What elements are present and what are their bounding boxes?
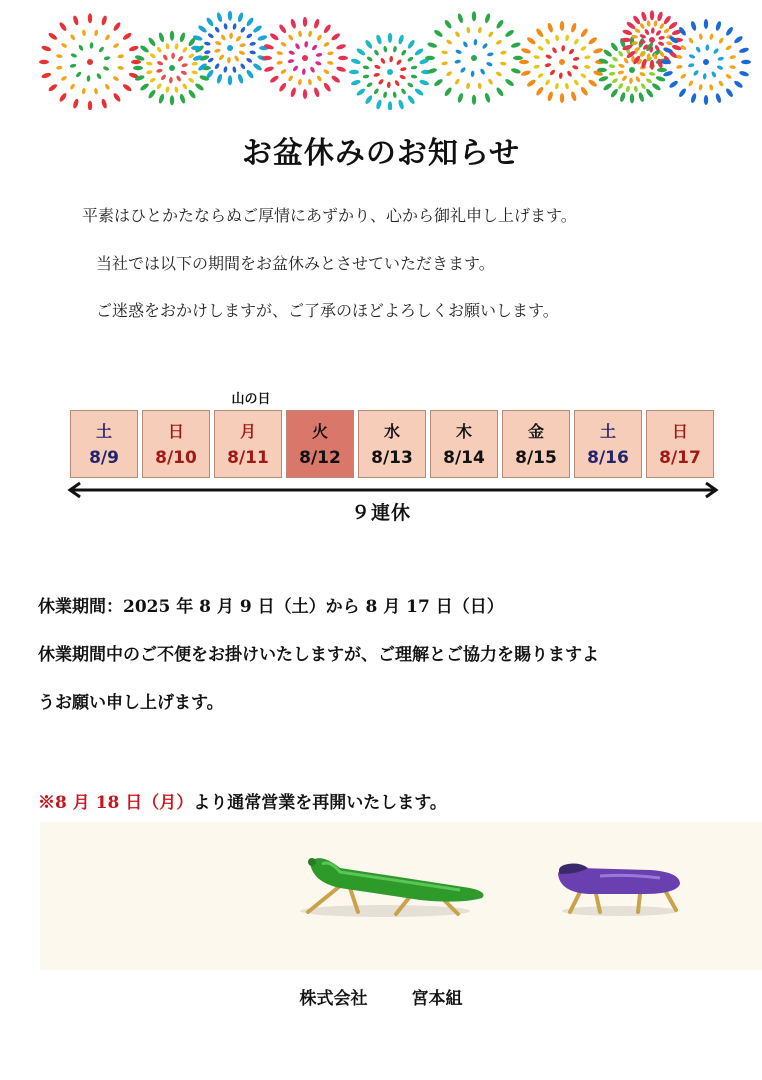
calendar-day [430, 410, 498, 478]
calendar-day-highlighted [286, 410, 354, 478]
apology-line-1: 休業期間中のご不便をお掛けいたしますが、ご理解とご協力を賜りますよ [38, 645, 599, 665]
apology-line-2: うお願い申し上げます。 [38, 693, 224, 713]
day-of-week: 火 [311, 422, 328, 441]
day-date: 8/12 [299, 448, 341, 468]
day-of-week: 水 [383, 422, 400, 441]
calendar-day [70, 410, 138, 478]
day-date: 8/14 [443, 448, 485, 468]
calendar-day [142, 410, 210, 478]
day-of-week: 土 [95, 422, 112, 441]
consecutive-holiday-label: ９連休 [350, 502, 411, 524]
company-signature [0, 984, 762, 1009]
cucumber-horse-and-eggplant-cow-icon [40, 822, 762, 970]
calendar [70, 410, 716, 480]
calendar-day [502, 410, 570, 478]
day-date: 8/17 [659, 448, 701, 468]
calendar-day [358, 410, 426, 478]
greeting-line-2: 当社では以下の期間をお盆休みとさせていただきます。 [96, 254, 495, 273]
day-of-week: 月 [239, 422, 256, 441]
day-date: 8/11 [227, 448, 269, 468]
closure-period: 休業期間：2025 年 8 月 9 日（土）から 8 月 17 日（日） [38, 597, 504, 617]
resume-notice [38, 788, 447, 813]
greeting-line-1: 平素はひとかたならぬご厚情にあずかり、心から御礼申し上げます。 [82, 206, 577, 225]
holiday-label: 山の日 [231, 392, 271, 407]
calendar-day [214, 410, 282, 478]
resume-text: より通常営業を再開いたします。 [193, 793, 447, 813]
day-date: 8/16 [587, 448, 629, 468]
day-of-week: 日 [167, 422, 184, 441]
company-name: 宮本組 [411, 989, 463, 1009]
greeting-line-3: ご迷惑をおかけしますが、ご了承のほどよろしくお願いします。 [96, 301, 559, 320]
day-date: 8/9 [89, 448, 119, 468]
day-date: 8/13 [371, 448, 413, 468]
day-of-week: 木 [455, 422, 472, 441]
day-of-week: 土 [599, 422, 616, 441]
day-date: 8/10 [155, 448, 197, 468]
company-type: 株式会社 [299, 989, 368, 1009]
obon-illustration [40, 822, 762, 970]
resume-date: ※8 月 18 日（月） [38, 793, 194, 813]
page-title: お盆休みのお知らせ [241, 136, 521, 171]
calendar-day [646, 410, 714, 478]
calendar-day [574, 410, 642, 478]
fireworks-banner-icon [0, 0, 762, 110]
day-date: 8/15 [515, 448, 557, 468]
double-arrow-icon [66, 480, 720, 500]
day-of-week: 日 [671, 422, 688, 441]
day-of-week: 金 [527, 422, 544, 441]
